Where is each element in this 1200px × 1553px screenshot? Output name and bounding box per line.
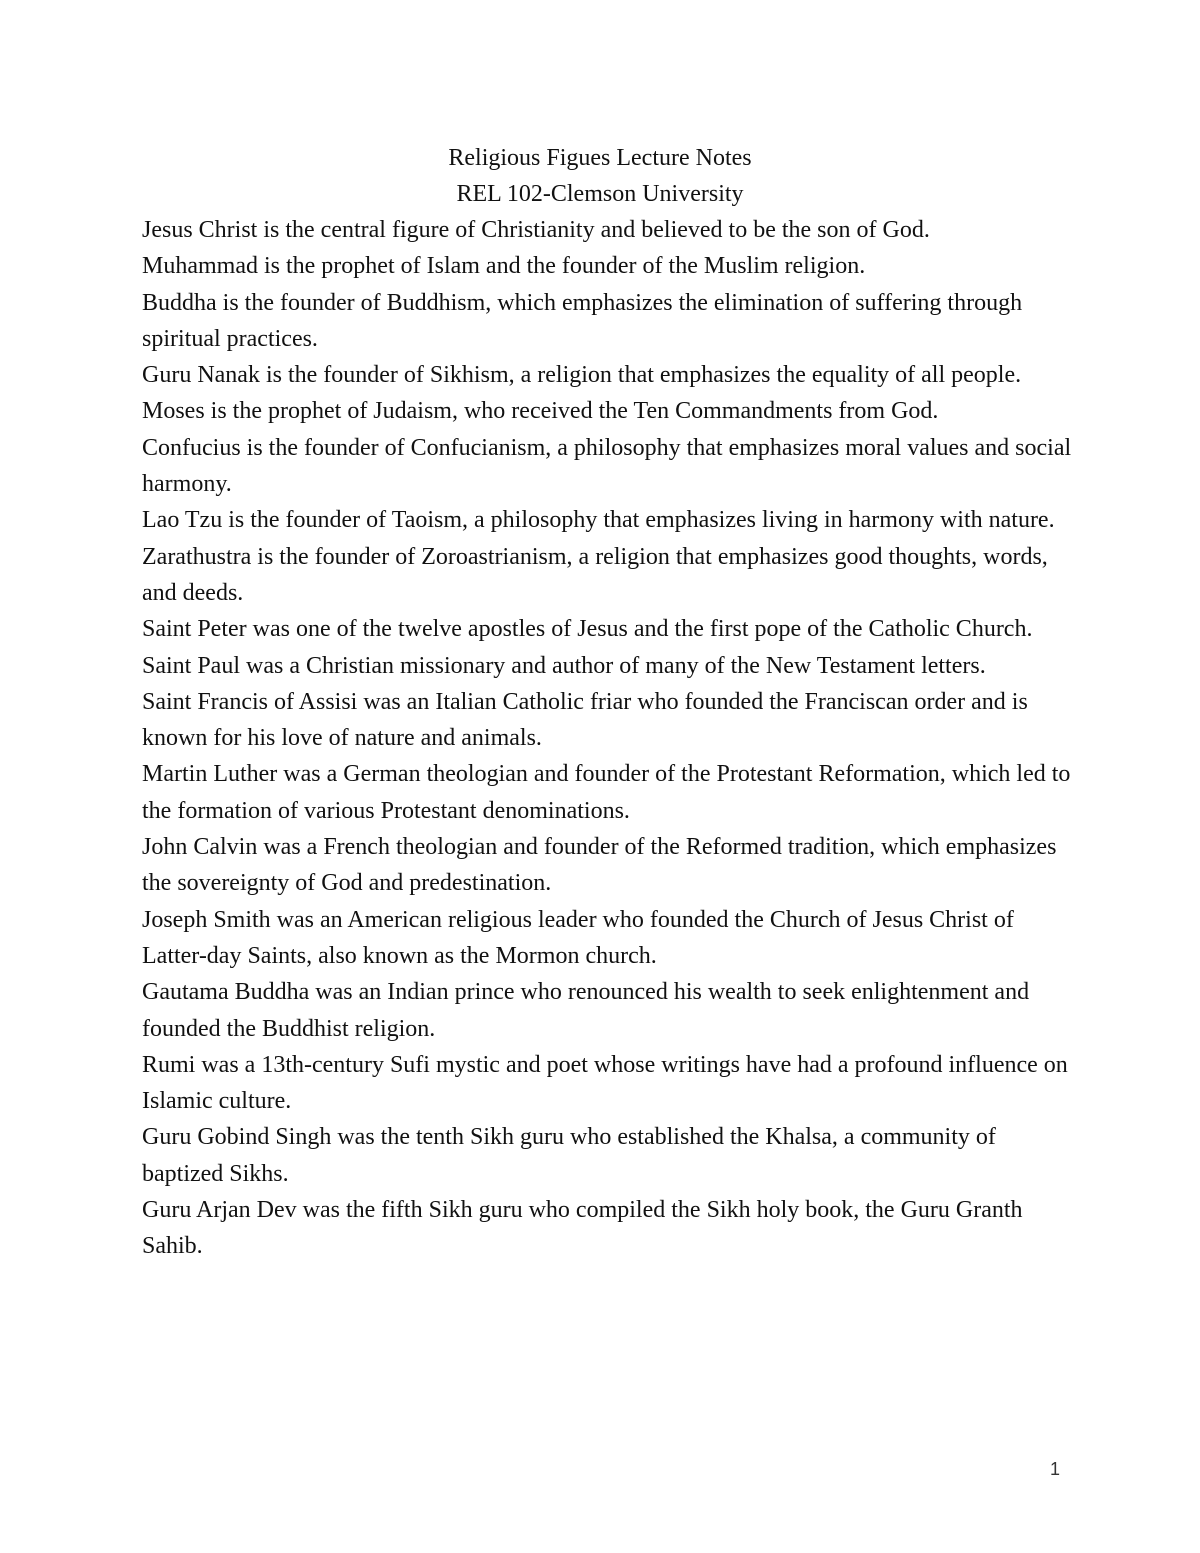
paragraph-martin-luther: Martin Luther was a German theologian and founder of the Protestant Reformation, which led to the formation of various Protestant denominations. xyxy=(142,761,1071,824)
paragraph-gautama-buddha: Gautama Buddha was an Indian prince who renounced his wealth to seek enlightenment and founded the Buddhist religion. xyxy=(142,979,1030,1042)
paragraph-buddha: Buddha is the founder of Buddhism, which emphasizes the elimination of suffering through spiritual practices. xyxy=(142,289,1023,352)
paragraph-saint-francis: Saint Francis of Assisi was an Italian Catholic friar who founded the Franciscan order and is known for his love of nature and animals. xyxy=(142,688,1028,752)
paragraph-lao-tzu: Lao Tzu is the founder of Taoism, a philosophy that emphasizes living in harmony with nature. xyxy=(142,507,1055,534)
paragraph-guru-arjan-dev: Guru Arjan Dev was the fifth Sikh guru who compiled the Sikh holy book, the Guru Granth Sahib. xyxy=(142,1197,1023,1260)
document-header xyxy=(0,140,1200,212)
paragraph-muhammad: Muhammad is the prophet of Islam and the founder of the Muslim religion. xyxy=(142,253,866,280)
paragraph-saint-paul: Saint Paul was a Christian missionary and author of many of the New Testament letters. xyxy=(142,652,986,679)
paragraph-john-calvin: John Calvin was a French theologian and founder of the Reformed tradition, which emphasizes the sovereignty of God and predestination. xyxy=(142,834,1057,897)
paragraph-guru-nanak: Guru Nanak is the founder of Sikhism, a religion that emphasizes the equality of all people. xyxy=(142,362,1022,389)
paragraph-guru-gobind-singh: Guru Gobind Singh was the tenth Sikh guru who established the Khalsa, a community of baptized Sikhs. xyxy=(142,1124,996,1187)
paragraph-saint-peter: Saint Peter was one of the twelve apostles of Jesus and the first pope of the Catholic Church. xyxy=(142,616,1033,643)
paragraph-zarathustra: Zarathustra is the founder of Zoroastrianism, a religion that emphasizes good thoughts, words, and deeds. xyxy=(142,543,1048,606)
page-number: 1 xyxy=(1049,1459,1060,1479)
paragraph-moses: Moses is the prophet of Judaism, who received the Ten Commandments from God. xyxy=(142,398,939,425)
lecture-notes-body xyxy=(142,212,1072,1265)
document-subtitle: REL 102-Clemson University xyxy=(456,181,744,207)
paragraph-confucius: Confucius is the founder of Confucianism, a philosophy that emphasizes moral values and social harmony. xyxy=(142,434,1072,498)
paragraph-joseph-smith: Joseph Smith was an American religious leader who founded the Church of Jesus Christ of Latter-day Saints, also known as the Mormon church. xyxy=(142,906,1014,969)
paragraph-rumi: Rumi was a 13th-century Sufi mystic and poet whose writings have had a profound influence on Islamic culture. xyxy=(142,1051,1068,1115)
paragraph-jesus-christ: Jesus Christ is the central figure of Christianity and believed to be the son of God. xyxy=(142,217,930,243)
document-title: Religious Figues Lecture Notes xyxy=(448,145,752,171)
